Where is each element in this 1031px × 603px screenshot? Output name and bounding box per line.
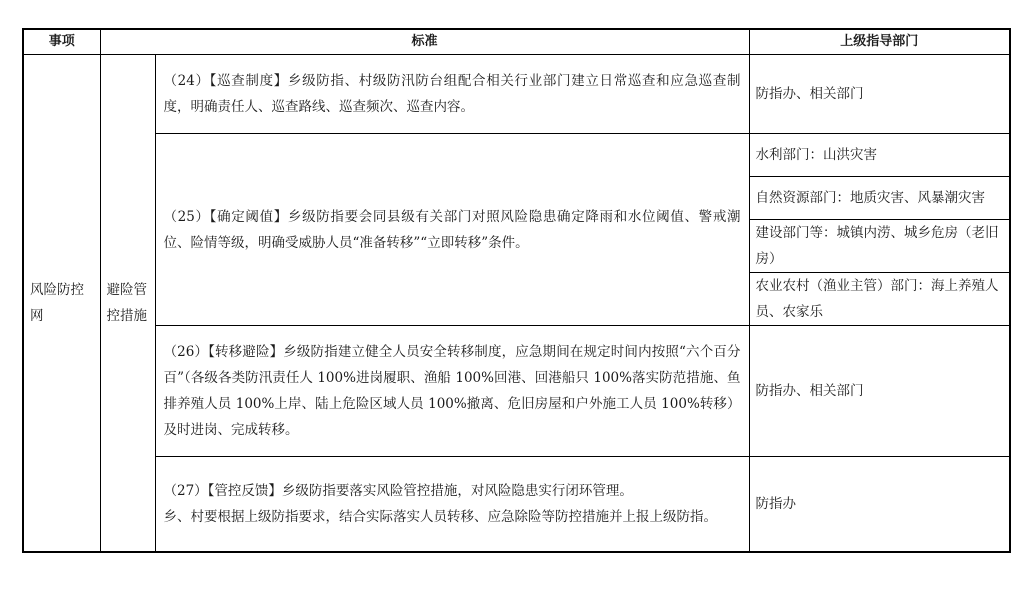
standard-line: （27）【管控反馈】乡级防指要落实风险管控措施，对风险隐患实行闭环管理。 <box>163 483 633 499</box>
table-row <box>23 326 1010 457</box>
dept-cell: 防指办 <box>749 457 1010 553</box>
dept-cell: 防指办、相关部门 <box>749 326 1010 457</box>
table-row <box>23 457 1010 553</box>
dept-cell: 建设部门等：城镇内涝、城乡危房（老旧房） <box>749 220 1010 273</box>
standards-table <box>22 28 1011 553</box>
dept-cell: 自然资源部门：地质灾害、风暴潮灾害 <box>749 177 1010 220</box>
header-standard: 标准 <box>100 29 749 55</box>
header-dept: 上级指导部门 <box>749 29 1010 55</box>
category-cell: 风险防控网 <box>23 55 100 553</box>
header-row <box>23 29 1010 55</box>
standard-line: 乡、村要根据上级防指要求，结合实际落实人员转移、应急除险等防控措施并上报上级防指。 <box>163 509 717 525</box>
header-item: 事项 <box>23 29 100 55</box>
standard-cell: （25）【确定阈值】乡级防指要会同县级有关部门对照风险隐患确定降雨和水位阈值、警戒潮位、险情等级，明确受威胁人员“准备转移”“立即转移”条件。 <box>155 134 749 326</box>
subcategory-cell: 避险管控措施 <box>100 55 155 553</box>
standard-cell <box>155 457 749 553</box>
table-row <box>23 134 1010 177</box>
standard-cell: （24）【巡查制度】乡级防指、村级防汛防台组配合相关行业部门建立日常巡查和应急巡查制度，明确责任人、巡查路线、巡查频次、巡查内容。 <box>155 55 749 134</box>
standard-cell: （26）【转移避险】乡级防指建立健全人员安全转移制度，应急期间在规定时间内按照“六个百分百”（各级各类防汛责任人 100%进岗履职、渔船 100%回港、回港船只 100%落实防范措施、鱼排养殖人员 100%上岸、陆上危险区域人员 100%撤离、危旧房屋和户外施工人员 100%转移）及时进岗、完成转移。 <box>155 326 749 457</box>
dept-cell: 农业农村（渔业主管）部门：海上养殖人员、农家乐 <box>749 273 1010 326</box>
dept-cell: 防指办、相关部门 <box>749 55 1010 134</box>
dept-cell: 水利部门：山洪灾害 <box>749 134 1010 177</box>
table-row <box>23 55 1010 134</box>
